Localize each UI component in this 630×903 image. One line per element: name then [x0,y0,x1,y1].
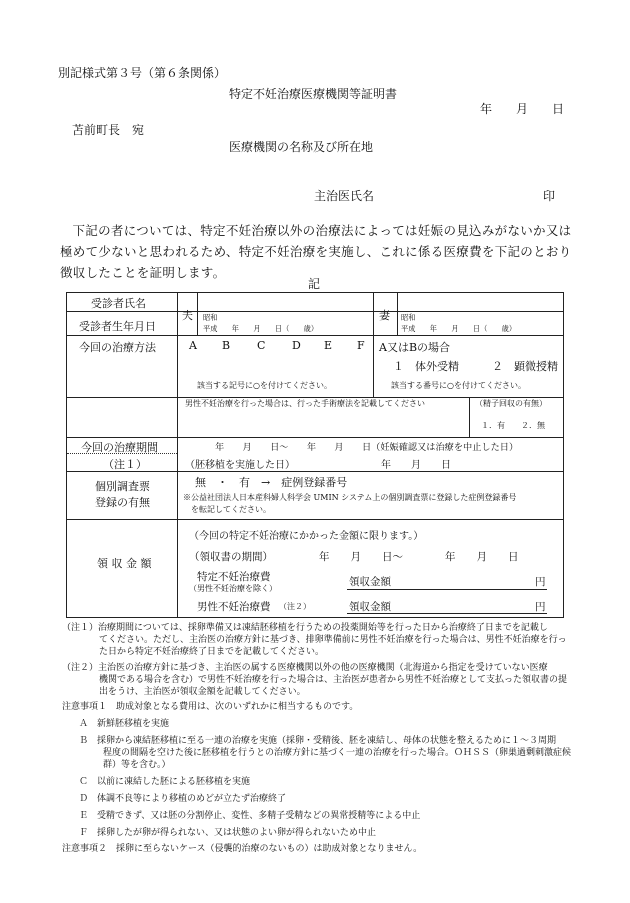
receipt-dates: 年 月 日～ 年 月 日 [319,551,519,563]
certification-paragraph: 下記の者については、特定不妊治療以外の治療法によっては妊娠の見込みがないか又は極めて少ないと思われるため、特定不妊治療を実施し、これに係る医療費を下記のとおり徴収したことを証明します。 [60,223,572,280]
method-label: 今回の治療方法 [79,341,156,354]
male-fee-receipt-amount: 領収金額 [349,601,391,613]
method-f: F [357,339,365,352]
item-a: Ａ 新鮮胚移植を実施 [79,719,170,729]
fee-sub: （男性不妊治療を除く） [189,584,277,593]
note2-line3: 出をうけ、主治医が領収金額を記載してください。 [99,687,306,697]
registry-options: 無 ・ 有 → 症例登録番号 [195,476,348,489]
receipt-period-label: （領収書の期間） [189,551,273,563]
method-a: A [189,339,197,352]
husband-heisei-line: 平成 年 月 日（ 歳） [203,324,319,333]
item-f: Ｆ 採卵したが卵が得られない、又は状態のよい卵が得られないため中止 [79,828,377,838]
registry-note-2: を転記してください。 [191,505,271,514]
doctor-name-label: 主治医氏名 [314,189,375,203]
registry-label-2: 登録の有無 [95,496,150,509]
fee-yen: 円 [535,576,546,588]
item-b-line2: 程度の間隔を空けた後に胚移植を行うとの治療方針に基づく一連の治療を行った場合。ＯＨＳＳ（卵巣過剰刺激症候 [103,748,572,758]
patient-name-label: 受診者氏名 [91,297,146,310]
caution2: 注意事項２ 採卵に至らないケース（侵襲的治療のないもの）は助成対象となりません。 [62,844,423,854]
note1-line1: （注１）治療期間については、採卵準備又は凍結胚移植を行うための投薬開始等を行った日から治療終了日までを記載し [62,623,548,633]
method-d: D [292,339,301,352]
circle-number-note: 該当する番号に○を付けてください。 [391,381,526,390]
fee-receipt-amount: 領収金額 [349,576,391,588]
note2-line1: （注２）主治医の治療方針に基づき、主治医の属する医療機関以外の他の医療機関（北海道から指定を受けていない医療 [62,663,548,673]
item-b-line3: 群）等を含む。） [103,760,171,770]
male-fee-ref: （注２） [279,602,311,611]
item-d: Ｄ 体調不良等により移植のめどが立たず治療終了 [79,794,287,804]
note1-line3: た日から特定不妊治療終了日までを記載してください。 [99,647,325,657]
birthdate-label: 受診者生年月日 [79,320,156,333]
transfer-label: （胚移植を実施した日） [185,460,295,471]
period-line: 年 月 日～ 年 月 日（妊娠確認又は治療を中止した日） [215,442,519,453]
male-fee-label: 男性不妊治療費 [197,601,271,613]
item-e: Ｅ 受精できず、又は胚の分割停止、変性、多精子受精などの異常授精等による中止 [79,811,421,821]
period-note-ref: （注１） [103,458,147,471]
note2-line2: 機関である場合を含む）で男性不妊治療を行った場合は、主治医が患者から男性不妊治療として支払った領収書の提 [99,675,568,685]
circle-symbol-note: 該当する記号に○を付けてください。 [197,381,332,390]
husband-showa: 昭和 [203,313,218,322]
registry-label-1: 個別調査票 [95,480,150,493]
sperm-options: １．有 ２．無 [481,421,545,430]
certificate-table [66,292,564,618]
item-c: Ｃ 以前に凍結した胚による胚移植を実施 [79,777,251,787]
male-method-note: 男性不妊治療を行った場合は、行った手術療法を記載してください [185,399,425,408]
note1-line2: てください。ただし、主治医の治療方針に基づき、排卵準備前に男性不妊治療を行った場合は、男性不妊治療を行っ [99,635,567,645]
caution1: 注意事項１ 助成対象となる費用は、次のいずれかに相当するものです。 [62,702,359,712]
method-b: B [222,339,231,352]
male-fee-yen: 円 [535,601,546,613]
ab-case-label: A又はBの場合 [379,341,451,354]
registry-note-1: ※公益社団法人日本産科婦人科学会 UMIN システム上の個別調査票に登録した症例登録番号 [183,493,517,502]
document-title: 特定不妊治療医療機関等証明書 [229,87,398,101]
amount-note: （今回の特定不妊治療にかかった金額に限ります。） [189,531,424,542]
item-b-line1: Ｂ 採卵から凍結胚移植に至る一連の治療を実施（採卵・受精後、胚を凍結し、母体の状態を整えるために１～３周期 [79,736,557,746]
issue-date: 年 月 日 [480,102,565,116]
ki-heading: 記 [308,277,321,291]
institution-label: 医療機関の名称及び所在地 [229,140,374,154]
form-number: 別記様式第３号（第６条関係） [58,66,227,80]
fee-label: 特定不妊治療費 [197,571,271,583]
wife-heisei-line: 平成 年 月 日（ 歳） [401,324,517,333]
husband-label: 夫 [182,309,193,322]
period-label: 今回の治療期間 [81,441,158,454]
transfer-date: 年 月 日 [381,460,451,471]
method-c: C [257,339,266,352]
method-e: E [324,339,333,352]
sperm-label: （精子回収の有無） [475,399,547,408]
addressee: 苫前町長 宛 [72,123,145,137]
wife-label: 妻 [379,309,390,322]
ab-options: １ 体外受精 ２ 顕微授精 [393,360,558,373]
wife-showa: 昭和 [401,313,416,322]
amount-label: 領 収 金 額 [97,557,152,570]
seal-mark: 印 [543,189,556,203]
